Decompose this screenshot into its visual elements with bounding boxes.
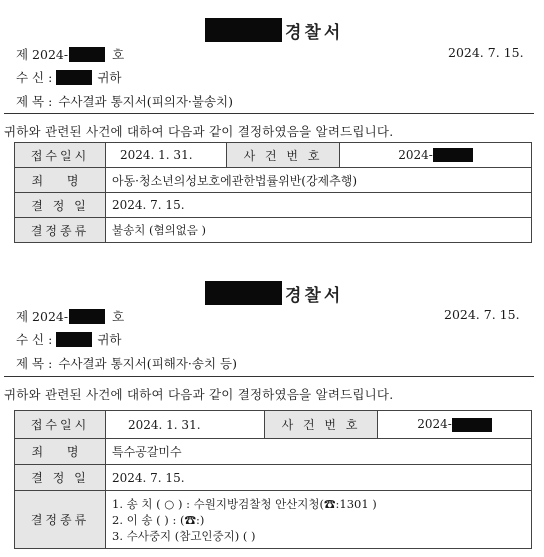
decision-type-value — [106, 218, 532, 243]
station-title: 경찰서 — [285, 285, 344, 306]
decision-type-label: 결정종류 — [15, 491, 106, 549]
decision-type-line: 불송치 (혐의없음 ) — [112, 223, 207, 237]
redaction-block — [205, 18, 282, 42]
document-number: 제 2024- 호 — [16, 309, 125, 324]
recipient-line: 수 신 : 귀하 — [16, 70, 122, 85]
received-value: 2024. 1. 31. — [106, 411, 265, 439]
charge-value: 특수공갈미수 — [106, 439, 532, 465]
recipient-line: 수 신 : 귀하 — [16, 332, 122, 347]
received-value: 2024. 1. 31. — [106, 143, 227, 168]
result-table — [14, 410, 532, 549]
decision-date-value: 2024. 7. 15. — [106, 193, 532, 218]
redaction-block — [433, 148, 473, 162]
decision-date-label: 결 정 일 — [15, 193, 106, 218]
notice-1-title — [205, 17, 343, 43]
issue-date: 2024. 7. 15. — [444, 307, 520, 322]
decision-type-value — [106, 491, 532, 549]
notice-statement: 귀하와 관련된 사건에 대하여 다음과 같이 결정하였음을 알려드립니다. — [4, 124, 394, 139]
decision-type-line: 3. 수사중지 (참고인중지) ( ) — [112, 528, 256, 543]
notice-2-title — [205, 280, 343, 306]
document-number: 제 2024- 호 — [16, 47, 125, 62]
case-number-label: 사 건 번 호 — [265, 411, 378, 439]
decision-type-label: 결정종류 — [15, 218, 106, 243]
decision-type-line: 2. 이 송 ( ) : (☎:) — [112, 512, 205, 527]
divider-line — [4, 376, 534, 377]
received-label: 접수일시 — [15, 143, 106, 168]
decision-date-label: 결 정 일 — [15, 465, 106, 491]
charge-value: 아동·청소년의성보호에관한법률위반(강제추행) — [106, 168, 532, 193]
decision-type-line: 1. 송 치 ( ○ ) : 수원지방검찰청 안산지청(☎:1301 ) — [112, 496, 377, 511]
station-title: 경찰서 — [285, 22, 344, 43]
charge-label: 죄 명 — [15, 168, 106, 193]
issue-date: 2024. 7. 15. — [448, 45, 524, 60]
subject-line: 제 목 : 수사결과 통지서(피의자·불송치) — [16, 94, 233, 109]
received-label: 접수일시 — [15, 411, 106, 439]
decision-date-value: 2024. 7. 15. — [106, 465, 532, 491]
redaction-block — [56, 70, 92, 85]
redaction-block — [69, 47, 105, 62]
case-number-value: 2024- — [378, 411, 532, 439]
subject-line: 제 목 : 수사결과 통지서(피해자·송치 등) — [16, 356, 237, 371]
redaction-block — [56, 332, 92, 347]
notice-statement: 귀하와 관련된 사건에 대하여 다음과 같이 결정하였음을 알려드립니다. — [4, 387, 394, 402]
divider-line — [4, 113, 534, 114]
charge-label: 죄 명 — [15, 439, 106, 465]
redaction-block — [69, 309, 105, 324]
result-table — [14, 142, 532, 243]
redaction-block — [205, 281, 282, 305]
case-number-label: 사 건 번 호 — [227, 143, 340, 168]
redaction-block — [452, 418, 492, 432]
case-number-value: 2024- — [340, 143, 532, 168]
